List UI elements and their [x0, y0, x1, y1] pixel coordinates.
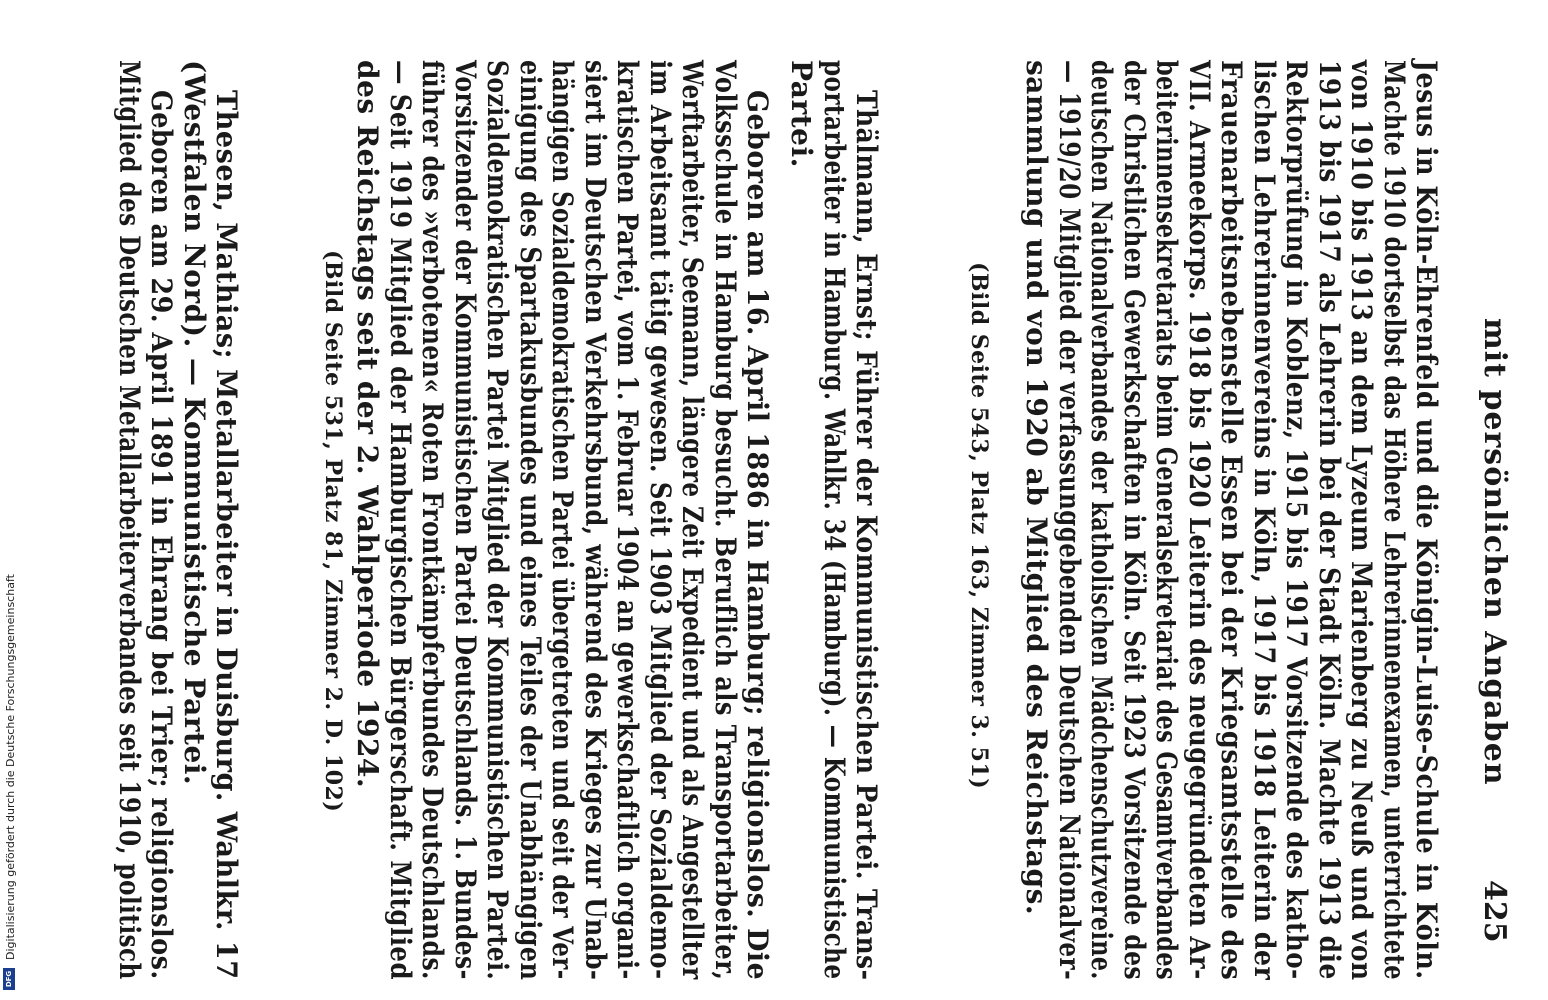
text-line: Machte 1910 dortselbst das Höhere Lehrerinnenexamen, unterrichtete	[1377, 60, 1411, 980]
text-line: Geboren am 29. April 1891 in Ehrang bei Trier; religionslos.	[145, 90, 178, 980]
text-line: Vorsitzender der Kommunistischen Partei Deutschlands. 1. Bundes-	[448, 60, 482, 980]
text-line: des Reichstags seit der 2. Wahlperiode 1924.	[351, 60, 385, 789]
text-line: Rektorprüfung in Koblenz, 1915 bis 1917 Vorsitzende des katho-	[1280, 60, 1313, 980]
text-line: Sozialdemokratischen Partei Mitglied der Kommunistischen Partei.	[481, 60, 515, 981]
text-line: einigung des Spartakusbundes und eines Teiles der Unabhängigen	[513, 60, 547, 981]
text-line: lischen Lehrerinnenvereins in Köln, 1917 bis 1918 Leiterin der	[1247, 60, 1281, 981]
text-line: Jesus in Köln-Ehrenfeld und die Königin-Luise-Schule in Köln.	[1410, 60, 1443, 980]
image-caption-1: (Bild Seite 543, Platz 163, Zimmer 3. 51)	[966, 262, 992, 790]
text-line: hängigen Sozialdemokratischen Partei übergetreten und seit der Ver-	[546, 60, 580, 980]
text-line: — 1919/20 Mitglied der verfassunggebenden Deutschen Nationalver-	[1052, 60, 1086, 981]
text-line: im Arbeitsamt tätig gewesen. Seit 1903 Mitglied der Sozialdemo-	[643, 60, 677, 980]
text-line: (Westfalen Nord). — Kommunistische Partei.	[177, 60, 211, 786]
funding-note: Digitalisierung gefördert durch die Deutsche Forschungsgemeinschaft	[4, 574, 17, 960]
text-line: von 1910 bis 1913 an dem Lyzeum Marienberg zu Neuß und von	[1345, 60, 1378, 981]
image-caption-2: (Bild Seite 531, Platz 81, Zimmer 2. D. 102)	[320, 250, 346, 813]
text-line: Partei.	[785, 60, 818, 168]
text-line: 1913 bis 1917 als Lehrerin bei der Stadt Köln. Machte 1913 die	[1312, 60, 1346, 980]
text-line: der Christlichen Gewerkschaften in Köln. Seit 1923 Vorsitzende des	[1117, 60, 1151, 981]
text-line: beiterinnensekretariats beim Generalsekretariat des Gesamtverbandes	[1150, 60, 1183, 980]
text-line: Thesen, Mathias; Metallarbeiter in Duisburg. Wahlkr. 17	[210, 90, 243, 980]
text-line: Werftarbeiter, Seemann, längere Zeit Expedient und als Angestellter	[676, 60, 710, 980]
header-title: mit persönlichen Angaben	[1477, 318, 1512, 786]
text-line: kratischen Partei, vom 1. Februar 1904 an gewerkschaftlich organi-	[611, 60, 645, 980]
text-line: Volksschule in Hamburg besucht. Beruflich als Transportarbeiter,	[708, 60, 742, 981]
text-line: siert im Deutschen Verkehrsbund, während des Krieges zur Unab-	[578, 60, 612, 981]
text-line: Geboren am 16. April 1886 in Hamburg; religionslos. Die	[741, 90, 775, 981]
text-line: Frauenarbeitsnebenstelle Essen bei der Kriegsamtsstelle des	[1215, 60, 1248, 981]
page-number: 425	[1477, 880, 1512, 943]
text-line: Thälmann, Ernst; Führer der Kommunistischen Partei. Trans-	[850, 90, 883, 981]
text-line: Mitglied des Deutschen Metallarbeiterverbandes seit 1910, politisch	[112, 60, 146, 980]
running-header	[1477, 318, 1512, 786]
text-line: sammlung und von 1920 ab Mitglied des Reichstags.	[1020, 60, 1053, 916]
text-line: deutschen Nationalverbandes der katholischen Mädchenschutzvereine.	[1085, 60, 1118, 980]
text-line: VII. Armeekorps. 1918 bis 1920 Leiterin des neugegründeten Ar-	[1182, 60, 1216, 980]
text-line: — Seit 1919 Mitglied der Hamburgischen Bürgerschaft. Mitglied	[383, 60, 417, 981]
dfg-logo: DFG	[3, 968, 15, 990]
text-line: portarbeiter in Hamburg. Wahlkr. 34 (Hamburg). — Kommunistische	[817, 60, 851, 980]
text-line: führer des »verbotenen« Roten Frontkämpferbundes Deutschlands.	[416, 60, 450, 980]
